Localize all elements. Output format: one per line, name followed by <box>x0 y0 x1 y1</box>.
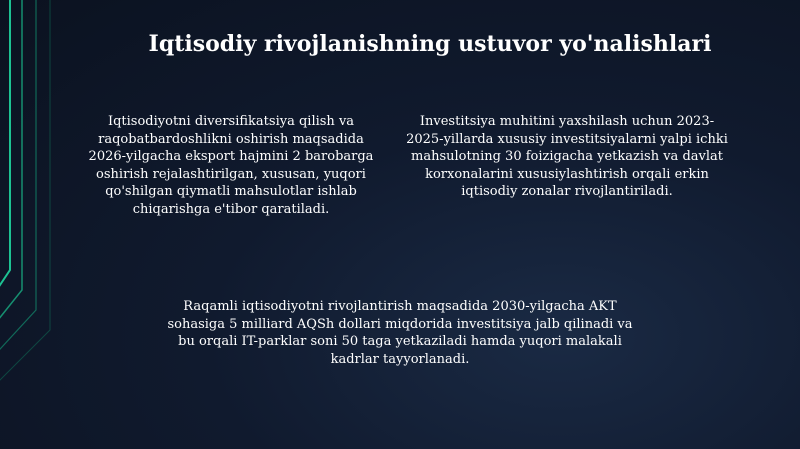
text-block-investment: Investitsiya muhitini yaxshilash uchun 2023- 2025-yillarda xususiy investitsiyalarni yalpi ichki mahsulotning 30 foizigacha yetkazish va davlat korxonalarini xususiylashtirish orqali erkin iqtisodiy zonalar rivojlantiriladi. <box>406 114 728 199</box>
accent-line-1 <box>0 0 10 300</box>
text-block-digital-economy: Raqamli iqtisodiyotni rivojlantirish maqsadida 2030-yilgacha AKT sohasiga 5 milliard AQSh dollari miqdorida investitsiya jalb qilinadi va bu orqali IT-parklar soni 50 taga yetkaziladi hamda yuqori malakali kadrlar tayyorlanadi. <box>167 299 633 367</box>
text-block-export: Iqtisodiyotni diversifikatsiya qilish va raqobatbardoshlikni oshirish maqsadida 2026-yilgacha eksport hajmini 2 barobarga oshirish rejalashtirilgan, xususan, yuqori qo'shilgan qiymatli mahsulotlar ishlab chiqarishga e'tibor qaratiladi. <box>88 114 374 217</box>
slide-title: Iqtisodiy rivojlanishning ustuvor yo'nalishlari <box>148 31 712 57</box>
decorative-side-lines <box>0 0 80 449</box>
accent-line-4 <box>0 0 50 390</box>
accent-line-3 <box>0 0 36 360</box>
